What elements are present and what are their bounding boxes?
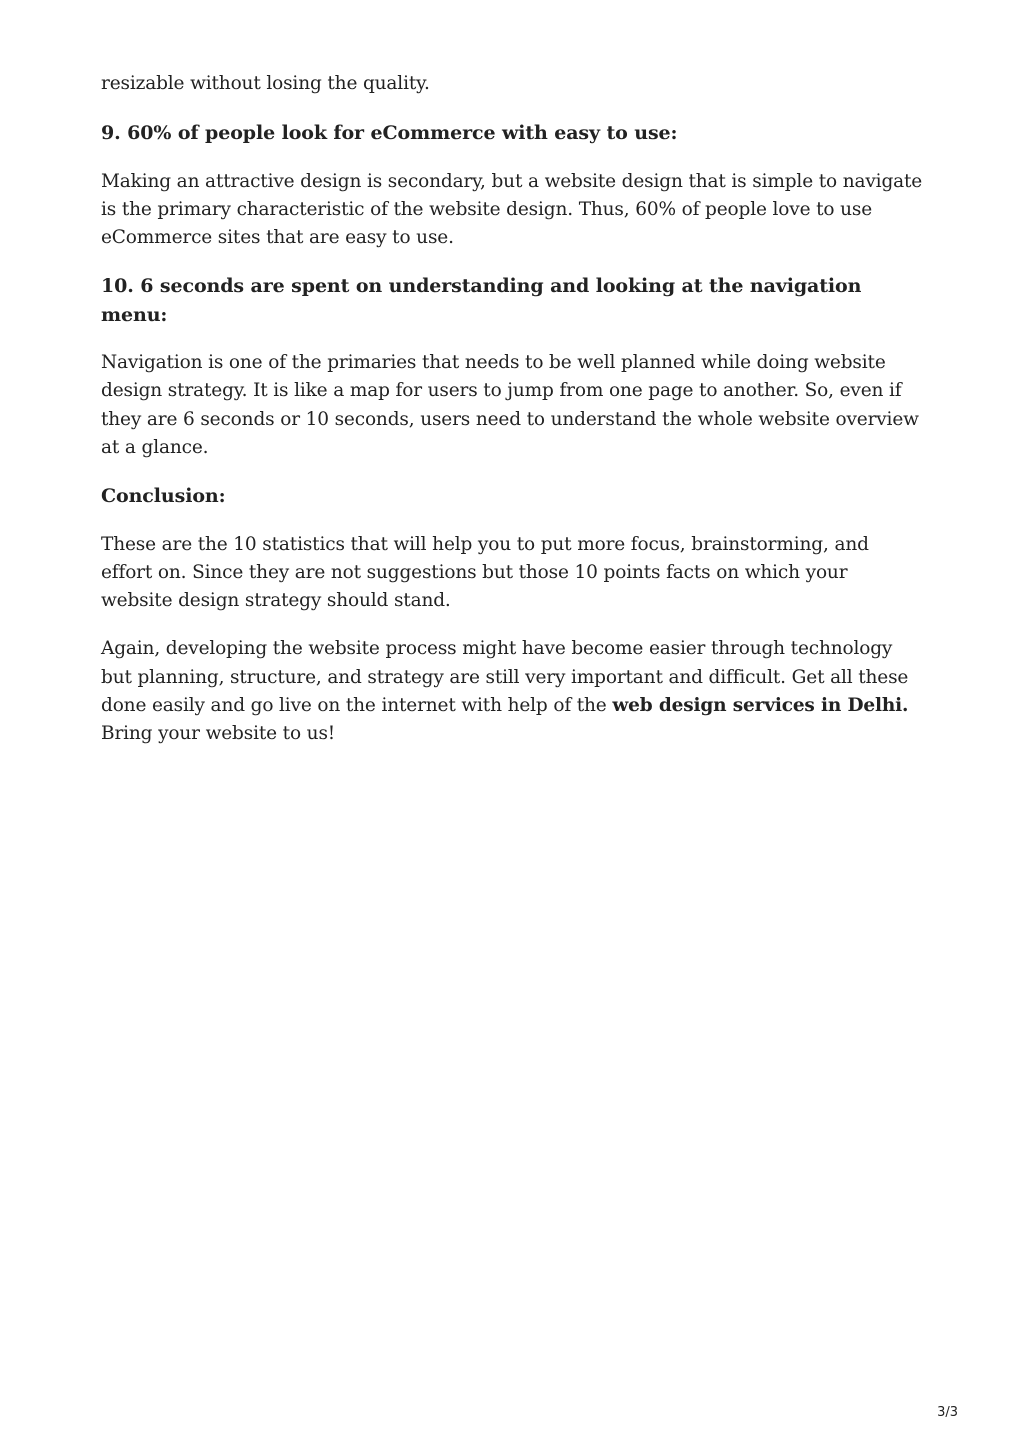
section-9-heading: 9. 60% of people look for eCommerce with easy to use: xyxy=(101,122,678,145)
conclusion-paragraph-2 xyxy=(101,635,923,748)
section-9-body: Making an attractive design is secondary, but a website design that is simple to navigate is the primary characteristic of the website design. Thus, 60% of people love to use eCommerce sites that are easy to use. xyxy=(101,170,923,249)
document-page xyxy=(101,70,923,769)
conclusion-paragraph-2-end: Bring your website to us! xyxy=(101,723,336,745)
page-number: 3/3 xyxy=(937,1405,958,1420)
web-design-services-link[interactable]: web design services in Delhi. xyxy=(612,695,909,717)
conclusion-heading: Conclusion: xyxy=(101,485,226,508)
conclusion-paragraph-2-start: Again, developing the website process might have become easier through technology but planning, structure, and strategy are still very important and difficult. Get all these done easily and go live on the internet with help of the xyxy=(101,638,909,717)
intro-tail-text: resizable without losing the quality. xyxy=(101,73,430,94)
conclusion-paragraph-1: These are the 10 statistics that will help you to put more focus, brainstorming, and effort on. Since they are not suggestions but those 10 points facts on which your website design strategy should stand. xyxy=(101,533,869,612)
section-10-heading: 10. 6 seconds are spent on understanding and looking at the navigation menu: xyxy=(101,275,862,326)
section-10-body: Navigation is one of the primaries that needs to be well planned while doing website design strategy. It is like a map for users to jump from one page to another. So, even if they are 6 seconds or 10 seconds, users need to understand the whole website overview at a glance. xyxy=(101,352,919,458)
